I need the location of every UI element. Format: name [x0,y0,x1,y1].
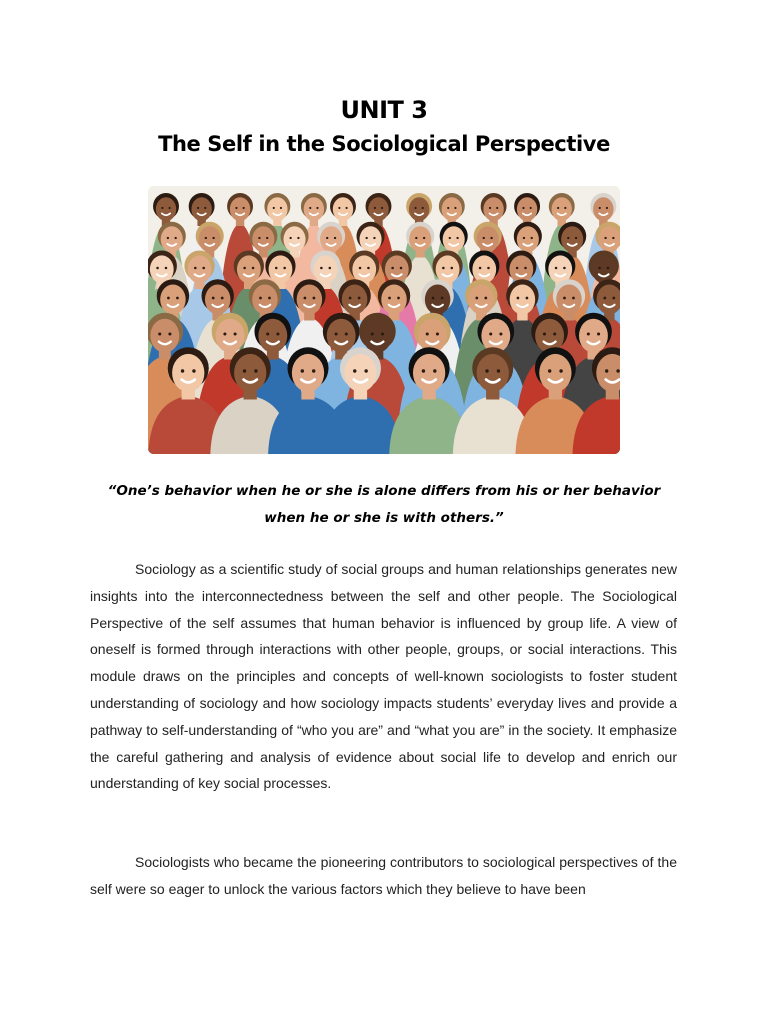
unit-title: The Self in the Sociological Perspective [158,132,610,156]
body-paragraph-1: Sociology as a scientific study of social groups and human relationships generates new insights into the interconnectedness between the self and other people. The Sociological Perspective of the self assumes that human behavior is influenced by group life. A view of oneself is formed through interactions with other people, groups, or social interactions. This module draws on the principles and concepts of well-known sociologists to foster student understanding of sociology and how sociology impacts students’ everyday lives and provide a pathway to self-understanding of “who you are” and “what you are” in the society. It emphasize the careful gathering and analysis of evidence about social life to develop and enrich our understanding of key social processes. [90,561,677,792]
epigraph-quote: “One’s behavior when he or she is alone differs from his or her behavior when he or she is with others.” [107,483,661,526]
body-paragraph-2: Sociologists who became the pioneering contributors to sociological perspectives of the self were so eager to unlock the various factors which they believe to have been [90,854,677,897]
crowd-photo [148,186,620,454]
unit-heading: UNIT 3 [340,96,428,124]
